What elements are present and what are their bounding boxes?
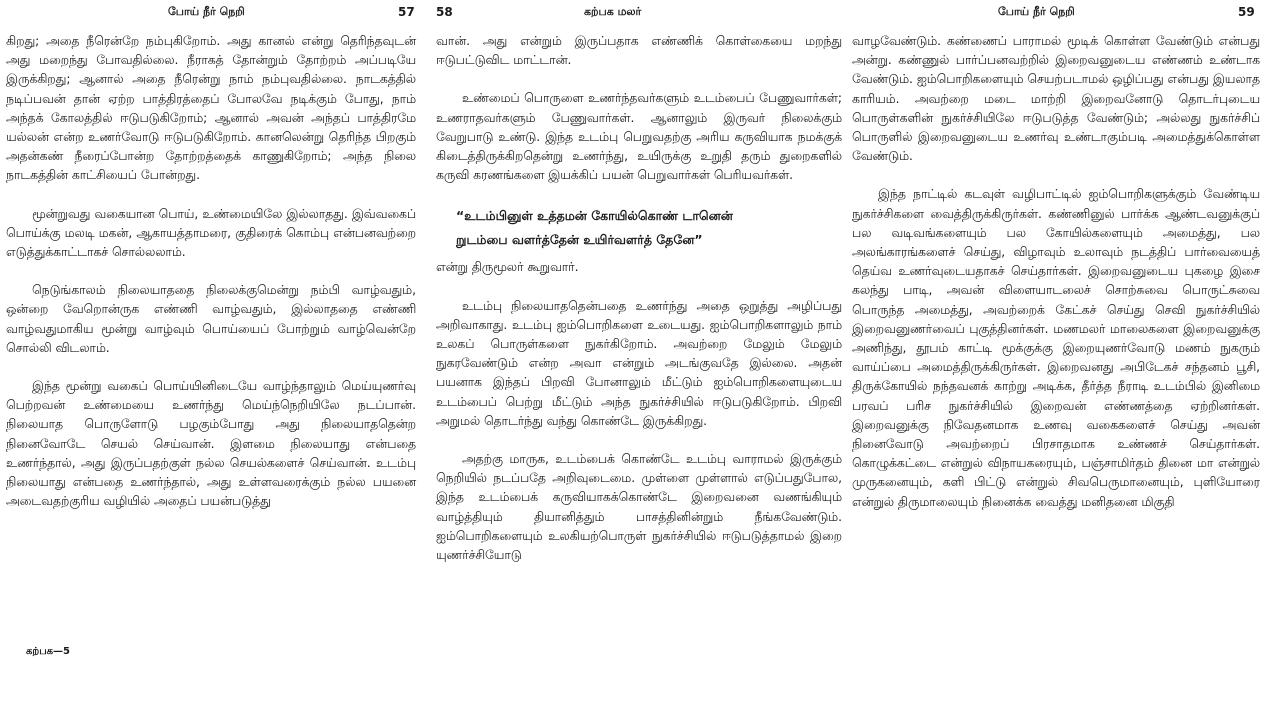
paragraph: மூன்றுவது வகையான பொய், உண்மையிலே இல்லாதது. இவ்வகைப் பொய்க்கு மலடி மகன், ஆகாயத்தாமரை, குதிரைக் கொம்பு என்பனவற்றை எடுத்துக்காட்டாகச் சொல்லலாம். xyxy=(6,206,416,260)
paragraph: உடம்பு நிலையாததென்பதை உணர்ந்து அதை ஒறுத்து அழிப்பது அறிவாகாது. உடம்பு ஐம்பொறிகளை உடையது. ஐம்பொறிகளாலும் நாம் உலகப் பொருள்களை நுகர்கிறோம். அவற்றை மேலும் மேலும் நுகரவேண்டும் என்ற அவா என்றும் அடங்குவதே இல்லை. அதன் பயனாக இந்தப் பிறவி போனாலும் மீட்டும் ஐம்பொறிகளையுடைய உடம்பைப் பெற்று மீட்டும் அந்த நுகர்ச்சியில் ஈடுபடுகிறோம். பிறவி அறுமல் தொடர்ந்து வந்து கொண்டே இருக்கிறது. xyxy=(436,298,842,428)
page-body xyxy=(852,32,1260,512)
paragraph: வான். அது என்றும் இருப்பதாக எண்ணிக் கொள்கையை மறந்து ஈடுபட்டுவிட மாட்டான். xyxy=(436,34,842,68)
running-title: போய் நீர் நெறி xyxy=(168,5,245,18)
page-number: 59 xyxy=(1238,5,1255,19)
verse-quote xyxy=(436,204,842,252)
paragraph: அதற்கு மாருக, உடம்பைக் கொண்டே உடம்பு வாராமல் இருக்கும் நெறியில் நடப்பதே அறிவுடைமை. முள்ளை முள்ளால் எடுப்பதுபோல, இந்த உடம்பைக் கருவியாகக்கொண்டே இறைவனை வணங்கியும் வாழ்த்தியும் தியானித்தும் பாசத்தினின்றும் நீங்கவேண்டும். ஐம்பொறிகளையும் உலகியற்பொருள் நுகர்ச்சியில் ஈடுபடுத்தாமல் இறை யுணர்ச்சியோடு xyxy=(436,452,842,563)
paragraph: கிறது; அதை நீரென்றே நம்புகிறோம். அது கானல் என்று தெரிந்தவுடன் அது மறைந்து போவதில்லை. நீராகத் தோன்றும் தோற்றம் அப்படியே இருக்கிறது; ஆனால் அதை நீரென்று நாம் நம்புவதில்லை. நாடகத்தில் நடிப்பவன் தான் ஏற்ற பாத்திரத்தைப் போலவே நடிக்கும் போது, நாம் அந்தக் கோலத்தில் ஈடுபடுகிறோம்; ஆனால் அவன் அந்தப் பாத்திரமே யல்லன் என்ற உணர்வோடு ஈடுபடுகிறோம். கானலென்று தெரிந்த பிறகும் அதன்கண் நீரைப்போன்ற தோற்றத்தைக் காணுகிறோம்; அந்த நிலை நாடகத்தின் காட்சியைப் போன்றது. xyxy=(6,34,416,183)
verse-line: றுடம்பை வளர்த்தேன் உயிர்வளர்த் தேனே” xyxy=(456,232,703,248)
page-number: 58 xyxy=(436,5,453,19)
page-body xyxy=(6,32,416,511)
paragraph: நெடுங்காலம் நிலையாததை நிலைக்குமென்று நம்பி வாழ்வதும், ஒன்றை வேறொன்ருக எண்ணி வாழ்வதும், இல்லாததை எண்ணி வாழ்வதுமாகிய மூன்று வாழ்வும் பொய்யைப் போற்றும் வாழ்வென்றே சொல்லி விடலாம். xyxy=(6,283,416,355)
running-title: கற்பக மலர் xyxy=(584,5,642,18)
paragraph: இந்த மூன்று வகைப் பொய்யினிடையே வாழ்ந்தாலும் மெய்யுணர்வு பெற்றவன் உண்மையை உணர்ந்து மெய்ந்நெறியிலே நடப்பான். நிலையாத பொருளோடு பழகும்போது அது நிலையாததென்ற நினைவோடே செயல் செய்வான். இளமை நிலையாது என்பதை உணர்ந்தால், அது இருப்பதற்குள் நல்ல செயல்களைச் செய்வான். உடம்பு நிலையாது என்பதை உணர்ந்தால், அது உள்ளவரைக்கும் நல்ல பயனை அடைவதற்குரிய வழியில் அதைப் பயன்படுத்து xyxy=(6,379,416,509)
paragraph: உண்மைப் பொருளை உணர்ந்தவர்களும் உடம்பைப் பேணுவார்கள்; உணராதவர்களும் பேணுவார்கள். ஆனாலும் இருவர் நிலைக்கும் வேறுபாடு உண்டு. இந்த உடம்பு பெறுவதற்கு அரிய கருவியாக நமக்குக் கிடைத்திருக்கிறதென்று உணர்ந்து, உயிருக்கு உறுதி தரும் துறைகளில் கருவி கரணங்களை இயக்கிப் பயன் பெறுவார்கள் பெரியவர்கள். xyxy=(436,91,842,183)
page-header xyxy=(848,5,1264,21)
running-title: போய் நீர் நெறி xyxy=(998,5,1075,18)
page-58 xyxy=(428,0,848,712)
page-number: 57 xyxy=(398,5,415,19)
page-header xyxy=(0,5,428,21)
verse-line: “உடம்பினுள் உத்தமன் கோயில்கொண் டானென் xyxy=(456,208,733,224)
paragraph: வாழவேண்டும். கண்ணைப் பாராமல் மூடிக் கொள்ள வேண்டும் என்பது அன்று. கண்ணுல் பார்ப்பனவற்றில் இறைவனுடைய எண்ணம் உண்டாக வேண்டும். ஐம்பொறிகளையும் செயற்படாமல் ஒழிப்பது என்பது இயலாத காரியம். அவற்றை மடை மாற்றி இறைவனோடு தொடர்புடைய பொருள்களின் நுகர்ச்சியிலே ஈடுபடுத்த வேண்டும்; அல்லது நுகர்ச்சிப் பொருளில் இறைவனுடைய உணர்வு உண்டாகும்படி அமைத்துக்கொள்ள வேண்டும். xyxy=(852,34,1260,164)
page-header xyxy=(428,5,848,21)
signature-mark: கற்பக—5 xyxy=(26,646,70,657)
page-57 xyxy=(0,0,428,712)
paragraph: என்று திருமூலர் கூறுவார். xyxy=(436,260,579,275)
page-body xyxy=(436,32,842,565)
paragraph: இந்த நாட்டில் கடவுள் வழிபாட்டில் ஐம்பொறிகளுக்கும் வேண்டிய நுகர்ச்சிகளை வைத்திருக்கிருர்கள். கண்ணினுல் பார்க்க ஆண்டவனுக்குப் பல வடிவங்களையும் பல கோயில்களையும் அமைத்து, பல அலங்காரங்களைச் செய்து, விழாவும் உலாவும் நடத்திப் பார்வையைத் தெய்வ உணர்வுடையதாகச் செய்தார்கள். இறைவனுடைய புகழை இசை கலந்து பாடி, அவன் விளையாடலைச் சொற்சுவை பொருட்சுவை பொருந்த அமைத்து, அவற்றைக் கேட்கச் செய்து செவி நுகர்ச்சியில் இறைவனுணர்வைப் புகுத்தினர்கள். மணமலர் மாலைகளை இறைவனுக்கு அணிந்து, தூபம் காட்டி மூக்குக்கு இறையுணர்வோடு மணம் நுகரும் வாய்ப்பை அமைத்திருக்கிருர்கள். இறைவனது அபிடேகச் சந்தனம் பூசி, திருக்கோயில் நந்தவனக் காற்று அடிக்க, தீர்த்த நீராடி உடம்பில் இனிமை பரவப் பரிச நுகர்ச்சியில் இறைவன் எண்ணத்தை ஏற்றினர்கள். இறைவனுக்கு நிவேதனமாக உணவு வகைகளைச் செய்து அவன் நினைவோடு அவற்றைப் பிரசாதமாக உண்ணச் செய்தார்கள். கொழுக்கட்டை என்றுல் விநாயகரையும், பஞ்சாமிர்தம் தினை மா என்றுல் முருகனையும், களி பிட்டு என்றுல் சிவபெருமானையும், புளியோரை என்றுல் திருமாலையும் நினைக்க வைத்து மனிதனை மிகுதி xyxy=(852,187,1260,509)
page-59 xyxy=(848,0,1264,712)
